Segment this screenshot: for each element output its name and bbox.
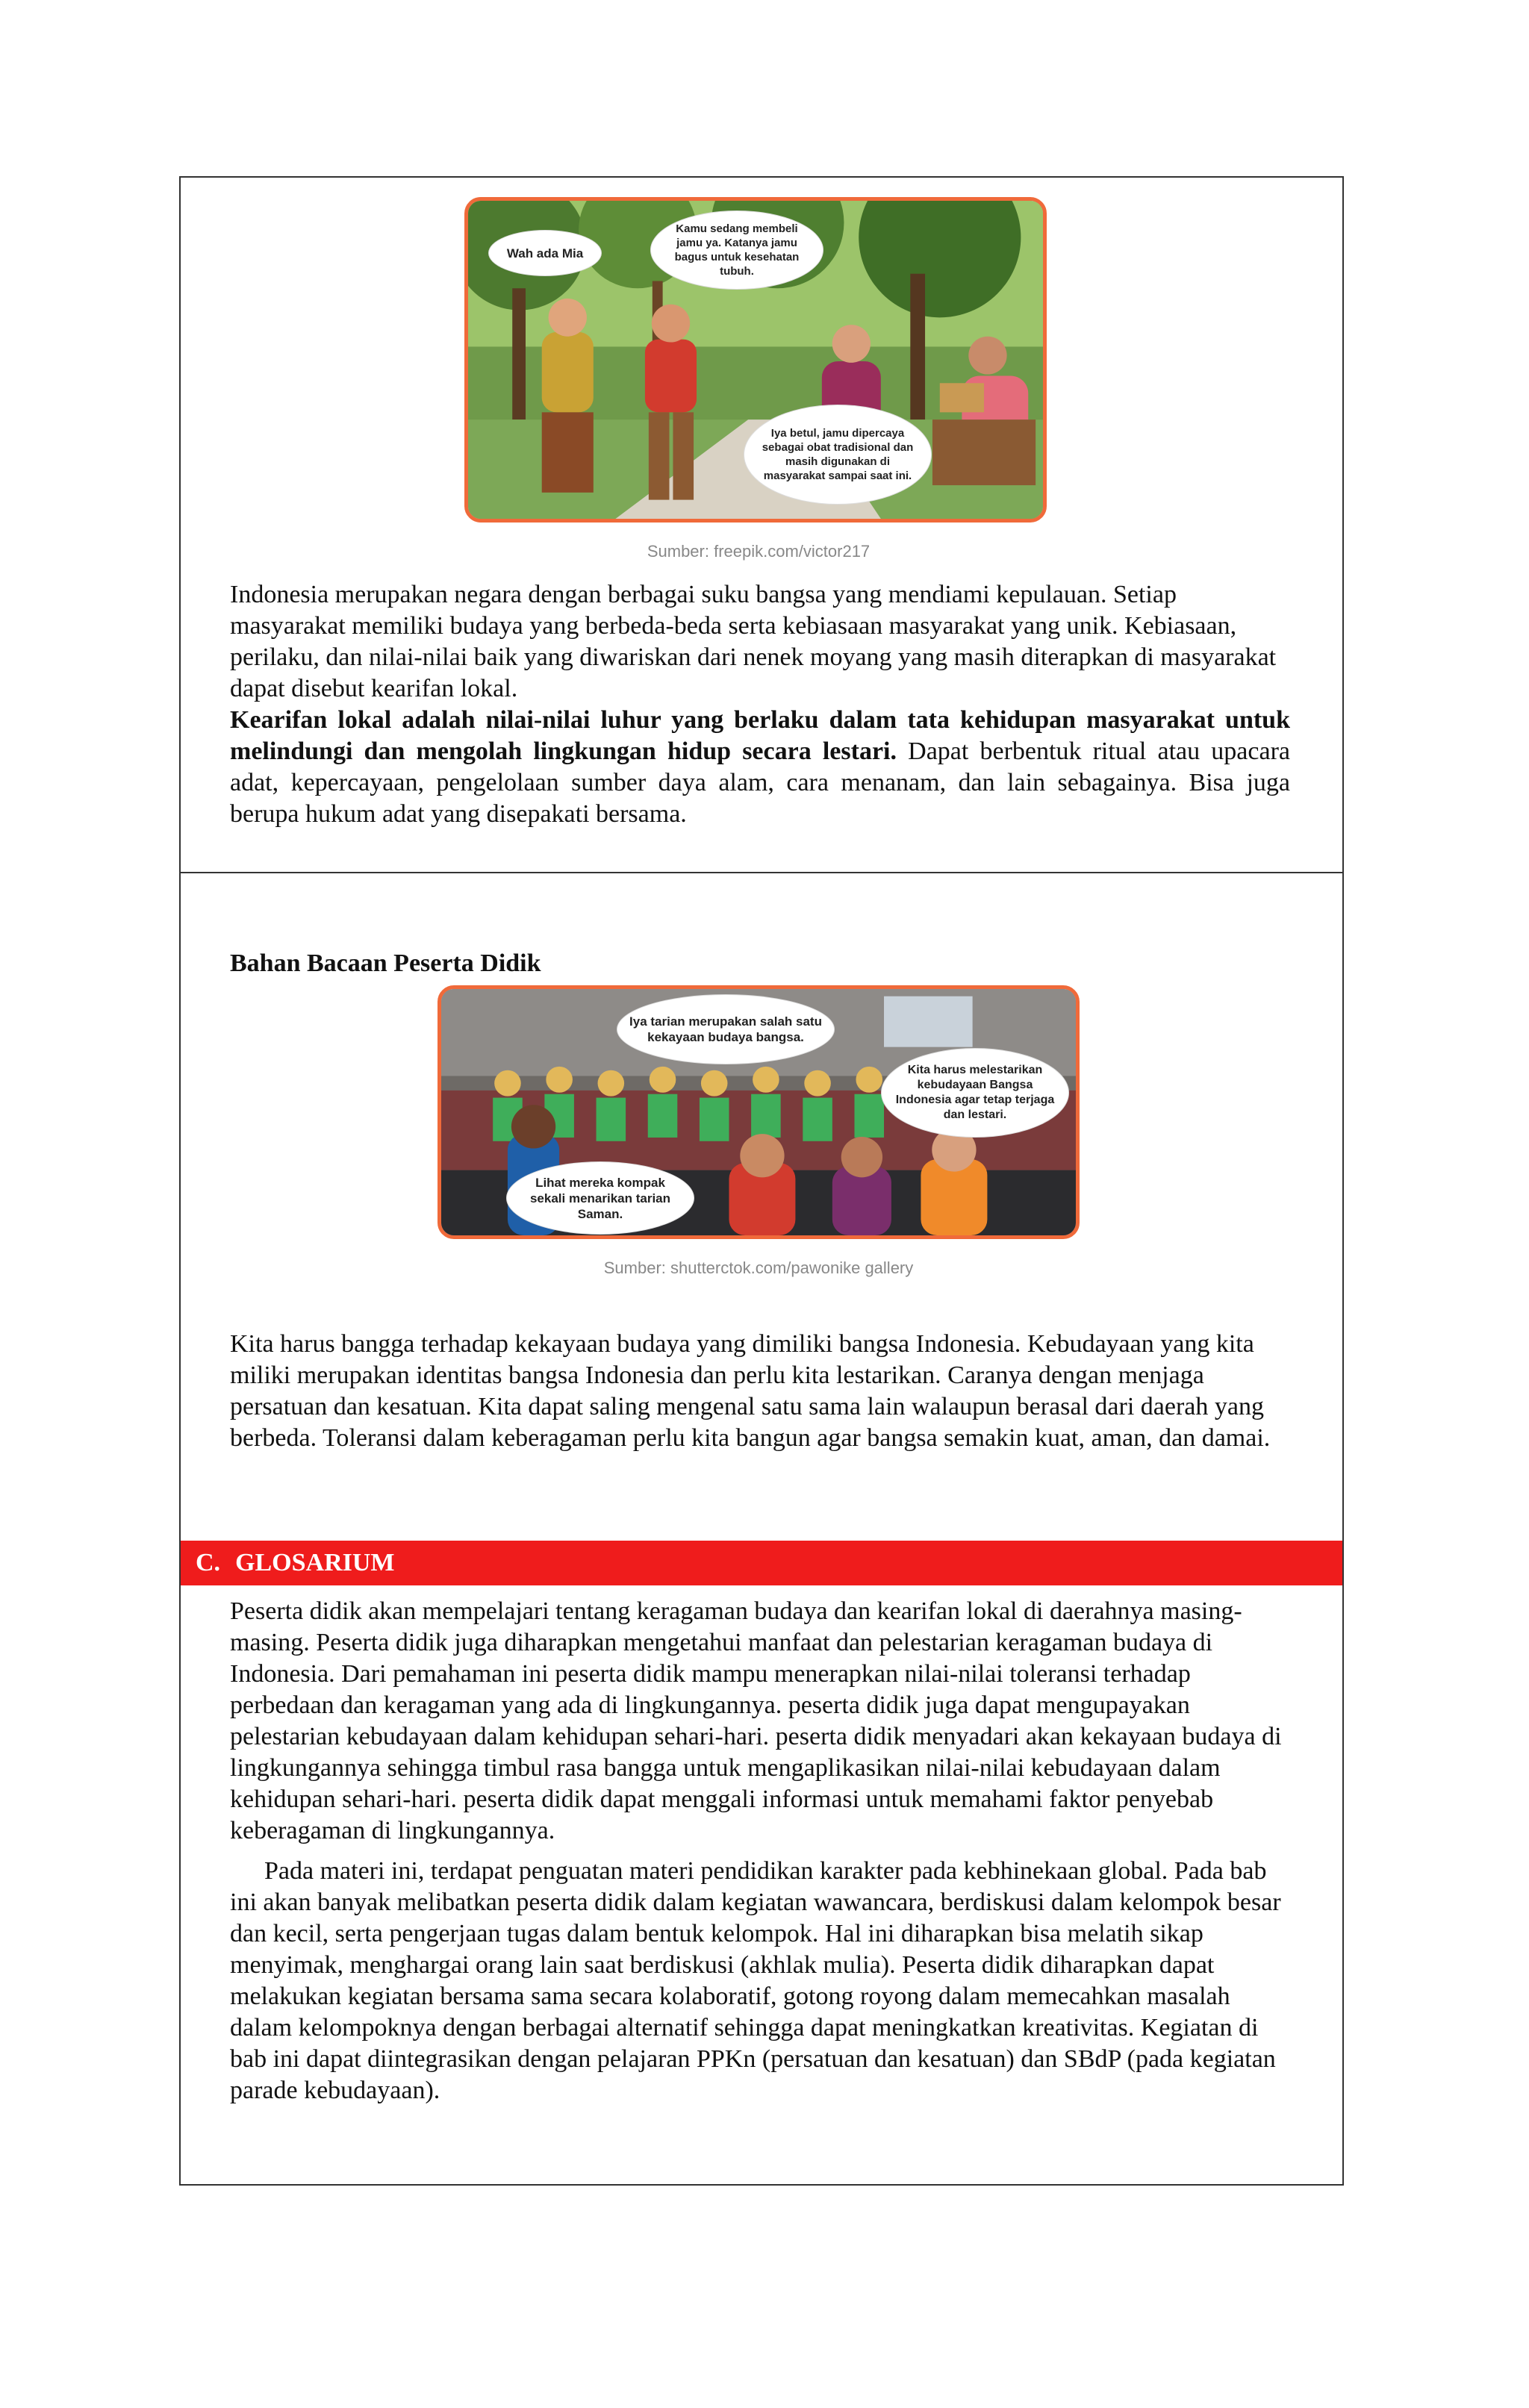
speech-bubble: Wah ada Mia bbox=[489, 231, 601, 275]
speech-bubble: Kita harus melestarikan kebudayaan Bangsa Indonesia agar tetap terjaga dan lestari. bbox=[882, 1049, 1068, 1137]
paragraph-kearifan-lokal bbox=[230, 705, 1290, 830]
paragraph-glosarium-1: Peserta didik akan mempelajari tentang keragaman budaya dan kearifan lokal di daerahnya masing-masing. Peserta didik juga diharapkan mengetahui manfaat dan pelestarian keragaman budaya di Indonesia. Dari pemahaman ini peserta didik mampu menerapkan nilai-nilai toleransi terhadap perbedaan dan keragaman yang ada di lingkungannya. peserta didik juga dapat mengupayakan pelestarian kebudayaan dalam kehidupan sehari-hari. peserta didik menyadari akan kekayaan budaya di lingkungannya sehingga timbul rasa bangga untuk mengaplikasikan nilai-nilai kebudayaan dalam kehidupan sehari-hari. peserta didik dapat menggali informasi untuk memahami faktor penyebab keberagaman di lingkungannya. bbox=[230, 1597, 1282, 1844]
speech-bubble: Lihat mereka kompak sekali menarikan tarian Saman. bbox=[507, 1162, 694, 1234]
speech-bubble: Iya tarian merupakan salah satu kekayaan budaya bangsa. bbox=[617, 995, 834, 1064]
image-caption: Sumber: shutterctok.com/pawonike gallery bbox=[603, 1258, 914, 1277]
illustration-jamu-scene bbox=[464, 197, 1047, 523]
content-table bbox=[179, 176, 1344, 2186]
paragraph-glosarium-2: Pada materi ini, terdapat penguatan materi pendidikan karakter pada kebhinekaan global. Pada bab ini akan banyak melibatkan peserta didik dalam kegiatan wawancara, berdiskusi dalam kelompok besar dan kecil, serta pengerjaan tugas dalam bentuk kelompok. Hal ini diharapkan bisa melatih sikap menyimak, menghargai orang lain saat berdiskusi (akhlak mulia). Peserta didik diharapkan dapat melakukan kegiatan bersama sama secara kolaboratif, gotong royong dalam memecahkan masalah dalam kelompoknya dengan berbagai alternatif sehingga dapat meningkatkan kreativitas. Kegiatan di bab ini dapat diintegrasikan dengan pelajaran PPKn (persatuan dan kesatuan) dan SBdP (pada kegiatan parade kebudayaan). bbox=[230, 1857, 1281, 2104]
illustration-tarian-saman bbox=[437, 985, 1080, 1239]
section-title: GLOSARIUM bbox=[235, 1549, 395, 1576]
kearifan-lokal-detail: Dapat berbentuk ritual atau upacara adat, kepercayaan, pengelolaan sumber daya alam, cara menanam, dan lain sebagainya. Bisa juga berupa hukum adat yang disepakati bersama. bbox=[230, 737, 1290, 828]
glosarium-heading-bar bbox=[181, 1541, 1342, 1585]
row-divider bbox=[181, 872, 1342, 873]
speech-bubble: Kamu sedang membeli jamu ya. Katanya jamu bagus untuk kesehatan tubuh. bbox=[651, 211, 823, 289]
speech-bubble: Iya betul, jamu dipercaya sebagai obat tradisional dan masih digunakan di masyarakat sampai saat ini. bbox=[744, 405, 931, 504]
kearifan-lokal-definition: Kearifan lokal adalah nilai-nilai luhur yang berlaku dalam tata kehidupan masyarakat untuk melindungi dan mengolah lingkungan hidup secara lestari. bbox=[230, 706, 1290, 765]
section-letter: C. bbox=[196, 1549, 221, 1576]
paragraph-bahan-bacaan: Kita harus bangga terhadap kekayaan budaya yang dimiliki bangsa Indonesia. Kebudayaan yang kita miliki merupakan identitas bangsa Indonesia dan perlu kita lestarikan. Caranya dengan menjaga persatuan dan kesatuan. Kita dapat saling mengenal satu sama lain walaupun berasal dari daerah yang berbeda. Toleransi dalam keberagaman perlu kita bangun agar bangsa semakin kuat, aman, dan damai. bbox=[230, 1330, 1271, 1452]
image-caption: Sumber: freepik.com/victor217 bbox=[647, 542, 871, 561]
section-heading: Bahan Bacaan Peserta Didik bbox=[230, 949, 541, 977]
paragraph-intro: Indonesia merupakan negara dengan berbagai suku bangsa yang mendiami kepulauan. Setiap masyarakat memiliki budaya yang berbeda-beda serta kebiasaan masyarakat yang unik. Kebiasaan, perilaku, dan nilai-nilai baik yang diwariskan dari nenek moyang yang masih diterapkan di masyarakat dapat disebut kearifan lokal. bbox=[230, 581, 1277, 702]
